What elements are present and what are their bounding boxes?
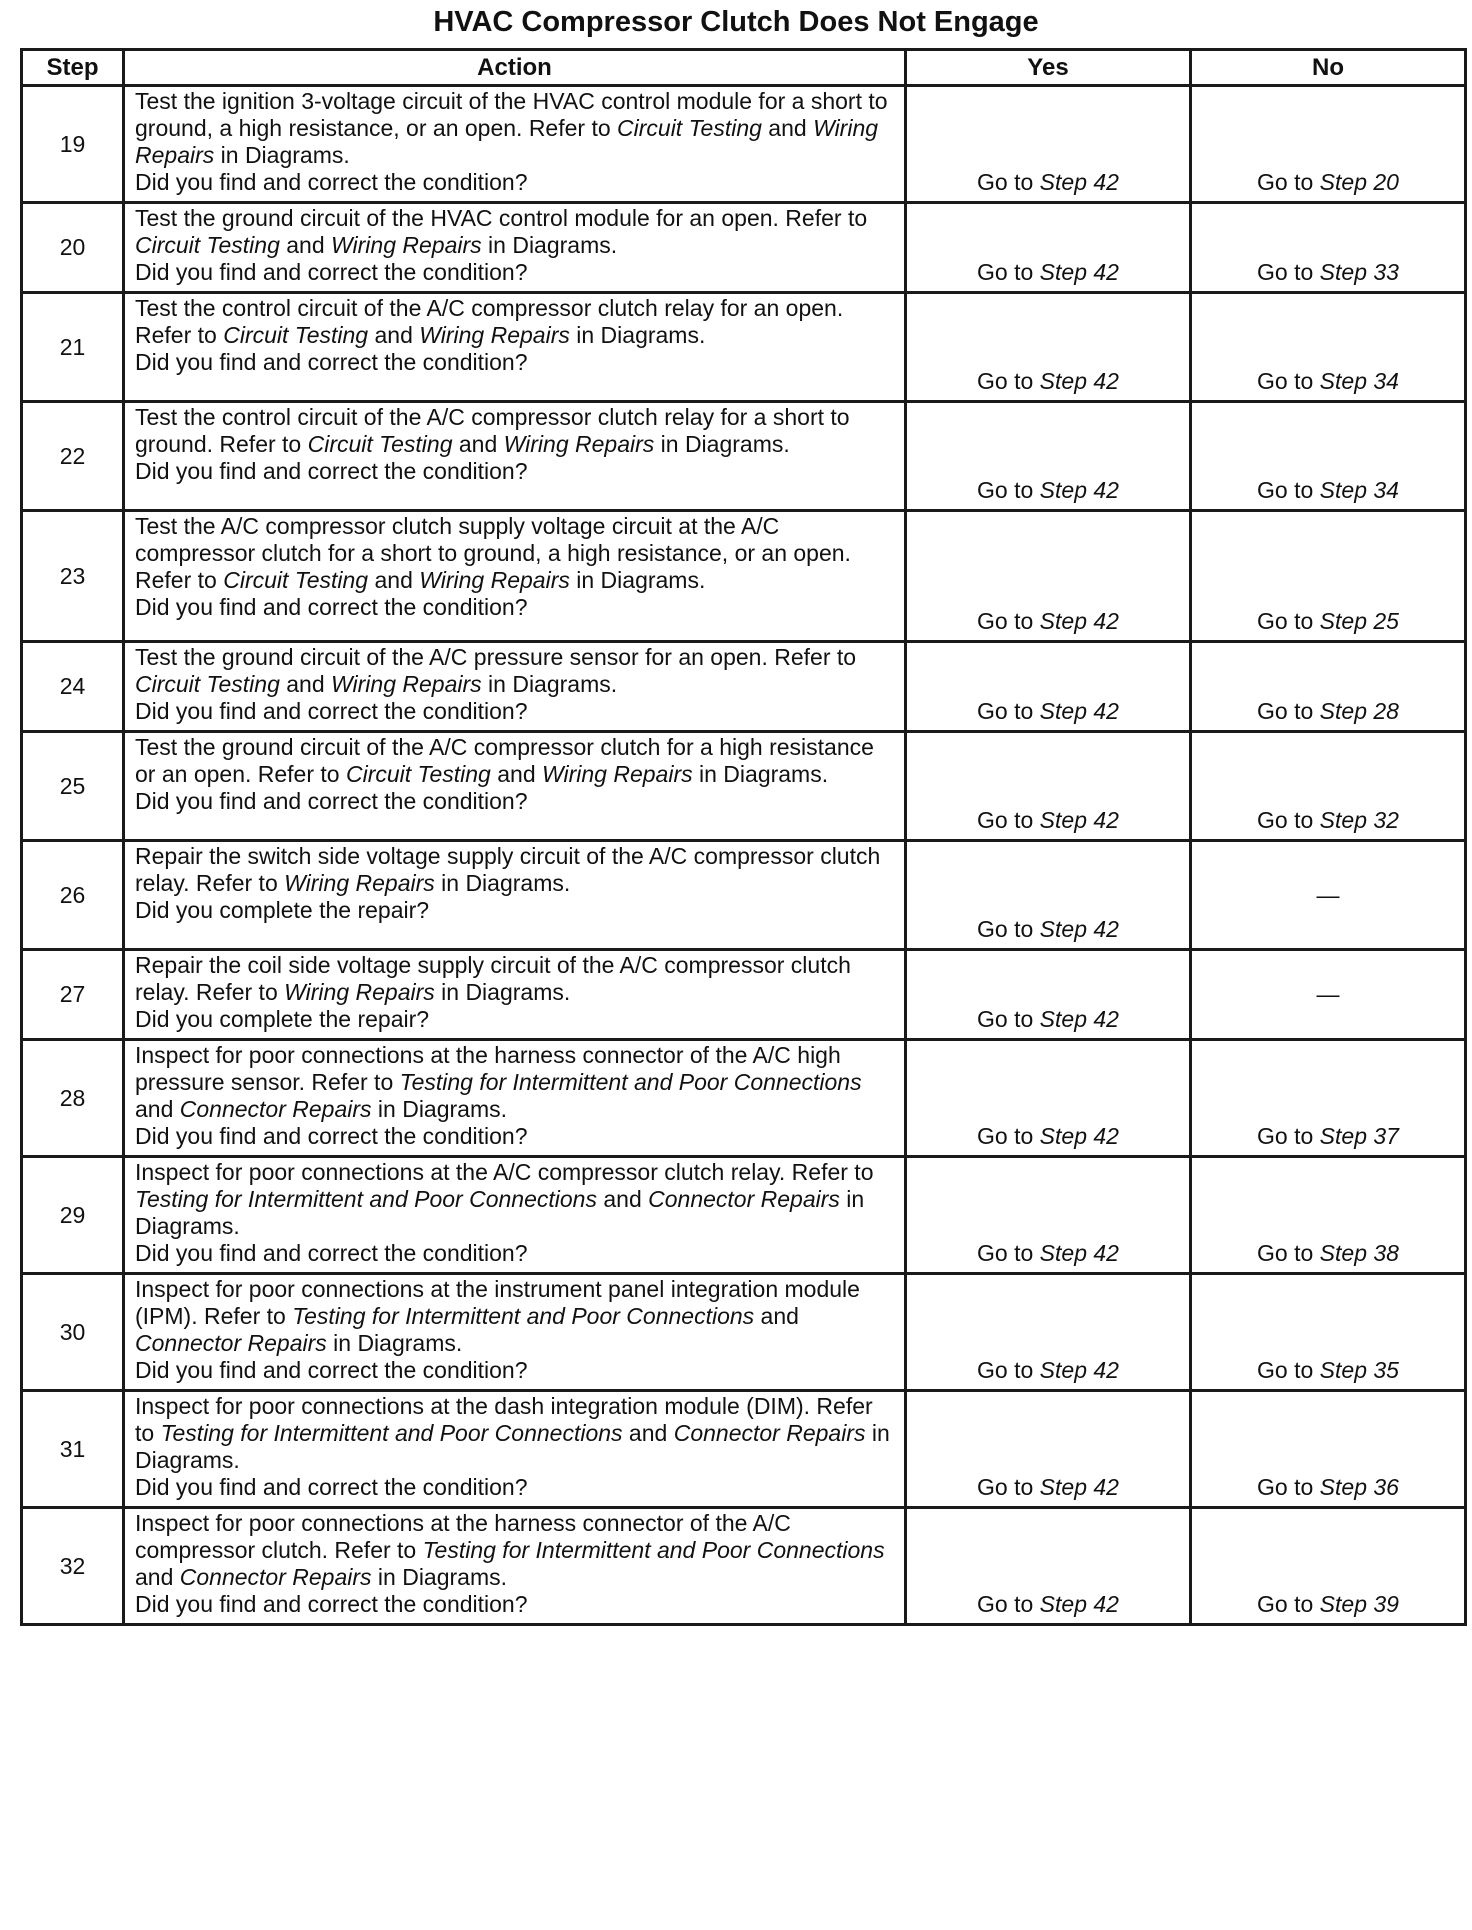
step-number: 23 (22, 511, 124, 642)
action-text-segment: and (368, 567, 420, 593)
table-row (22, 642, 1466, 732)
goto-prefix: Go to (1257, 1240, 1320, 1266)
header-action: Action (124, 50, 906, 86)
goto-prefix: Go to (1257, 259, 1320, 285)
action-text-segment: Repair the coil side voltage supply circuit of the A/C compressor clutch relay. Refer to (135, 952, 851, 1005)
table-row (22, 950, 1466, 1040)
table-body (22, 86, 1466, 1625)
goto-prefix: Go to (977, 608, 1040, 634)
goto-step-target: Step 32 (1319, 807, 1399, 833)
table-row (22, 1157, 1466, 1274)
action-question: Did you find and correct the condition? (135, 1357, 528, 1383)
goto-step-target: Step 42 (1039, 259, 1119, 285)
reference-title: Wiring Repairs (419, 567, 570, 593)
table-header-row (22, 50, 1466, 86)
goto-step-target: Step 42 (1039, 169, 1119, 195)
table-row (22, 732, 1466, 841)
step-number: 30 (22, 1274, 124, 1391)
action-text-segment: in Diagrams. (214, 142, 350, 168)
no-result (1191, 402, 1466, 511)
reference-title: Circuit Testing (307, 431, 453, 457)
table-row (22, 203, 1466, 293)
action-text (135, 644, 896, 698)
action-content (125, 1275, 904, 1389)
action-text-segment: Test the ground circuit of the A/C pressure sensor for an open. Refer to (135, 644, 857, 670)
action-text-segment: and (368, 322, 420, 348)
action-cell (124, 732, 906, 841)
reference-title: Testing for Intermittent and Poor Connections (292, 1303, 755, 1329)
action-text-segment: and (452, 431, 504, 457)
action-question: Did you find and correct the condition? (135, 458, 528, 484)
action-text-segment: and (754, 1303, 799, 1329)
reference-title: Connector Repairs (673, 1420, 866, 1446)
procedure-table (20, 48, 1467, 1626)
action-text-segment: Inspect for poor connections at the instrument panel integration module (IPM). Refer to (135, 1276, 860, 1329)
action-text-segment: Test the control circuit of the A/C compressor clutch relay for a short to ground. Refer to (135, 404, 850, 457)
action-question: Did you find and correct the condition? (135, 1474, 528, 1500)
action-text-segment: and (279, 232, 332, 258)
yes-result (906, 1157, 1191, 1274)
reference-title: Circuit Testing (223, 322, 369, 348)
goto-step-target: Step 42 (1039, 1006, 1119, 1032)
reference-title: Wiring Repairs (331, 671, 482, 697)
header-step: Step (22, 50, 124, 86)
yes-result (906, 402, 1191, 511)
goto-prefix: Go to (977, 368, 1040, 394)
goto-prefix: Go to (1257, 477, 1320, 503)
action-text (135, 513, 896, 594)
action-question: Did you complete the repair? (135, 1006, 430, 1032)
action-text-segment: and (279, 671, 332, 697)
action-question: Did you find and correct the condition? (135, 259, 528, 285)
goto-step-target: Step 20 (1319, 169, 1399, 195)
table-row (22, 1391, 1466, 1508)
action-cell (124, 86, 906, 203)
table-row (22, 841, 1466, 950)
reference-title: Testing for Intermittent and Poor Connections (135, 1186, 597, 1212)
action-content (125, 403, 904, 490)
action-text-segment: and (135, 1564, 180, 1590)
goto-prefix: Go to (1257, 1474, 1320, 1500)
yes-result (906, 86, 1191, 203)
action-text-segment: Test the ground circuit of the HVAC control module for an open. Refer to (135, 205, 868, 231)
action-question: Did you find and correct the condition? (135, 349, 528, 375)
table-row (22, 1274, 1466, 1391)
yes-result (906, 1274, 1191, 1391)
action-content (125, 294, 904, 381)
action-text-segment: and (135, 1096, 180, 1122)
no-result (1191, 1157, 1466, 1274)
no-result (1191, 732, 1466, 841)
action-question: Did you find and correct the condition? (135, 1591, 528, 1617)
goto-step-target: Step 42 (1039, 916, 1119, 942)
reference-title: Testing for Intermittent and Poor Connections (422, 1537, 885, 1563)
yes-result (906, 1508, 1191, 1625)
goto-step-target: Step 42 (1039, 368, 1119, 394)
step-number: 21 (22, 293, 124, 402)
no-result (1191, 950, 1466, 1040)
action-text (135, 1042, 896, 1123)
no-result (1191, 1274, 1466, 1391)
action-text-segment: in Diagrams. (569, 567, 706, 593)
goto-step-target: Step 38 (1319, 1240, 1399, 1266)
action-cell (124, 1040, 906, 1157)
action-content (125, 512, 904, 626)
no-result (1191, 511, 1466, 642)
goto-prefix: Go to (977, 477, 1040, 503)
action-cell (124, 841, 906, 950)
action-text-segment: Test the A/C compressor clutch supply voltage circuit at the A/C compressor clutch for a short to ground, a high resistance, or an open. Refer to (135, 513, 851, 593)
action-text-segment: Inspect for poor connections at the harness connector of the A/C high pressure sensor. Refer to (135, 1042, 841, 1095)
no-result (1191, 841, 1466, 950)
action-content (125, 951, 904, 1038)
header-yes: Yes (906, 50, 1191, 86)
goto-prefix: Go to (977, 1240, 1040, 1266)
goto-prefix: Go to (977, 916, 1040, 942)
action-content (125, 643, 904, 730)
goto-step-target: Step 42 (1039, 1357, 1119, 1383)
action-text-segment: in Diagrams. (135, 1420, 890, 1473)
goto-step-target: Step 35 (1319, 1357, 1399, 1383)
action-question: Did you find and correct the condition? (135, 698, 528, 724)
action-text-segment: in Diagrams. (371, 1096, 508, 1122)
goto-step-target: Step 42 (1039, 698, 1119, 724)
reference-title: Circuit Testing (617, 115, 762, 141)
step-number: 28 (22, 1040, 124, 1157)
reference-title: Circuit Testing (223, 567, 369, 593)
action-cell (124, 1157, 906, 1274)
goto-prefix: Go to (977, 698, 1040, 724)
action-content (125, 1041, 904, 1155)
goto-step-target: Step 42 (1039, 477, 1119, 503)
reference-title: Wiring Repairs (331, 232, 482, 258)
step-number: 19 (22, 86, 124, 203)
action-text-segment: in Diagrams. (434, 870, 571, 896)
reference-title: Circuit Testing (135, 232, 280, 258)
reference-title: Wiring Repairs (135, 115, 879, 168)
reference-title: Wiring Repairs (419, 322, 570, 348)
action-text-segment: and (622, 1420, 674, 1446)
action-question: Did you find and correct the condition? (135, 169, 528, 195)
action-question: Did you find and correct the condition? (135, 594, 528, 620)
action-text-segment: in Diagrams. (692, 761, 829, 787)
goto-step-target: Step 34 (1319, 477, 1399, 503)
goto-prefix: Go to (977, 1357, 1040, 1383)
action-text (135, 88, 896, 169)
action-question: Did you find and correct the condition? (135, 1240, 528, 1266)
no-result (1191, 1508, 1466, 1625)
goto-step-target: Step 42 (1039, 807, 1119, 833)
action-text-segment: Test the control circuit of the A/C compressor clutch relay for an open. Refer to (135, 295, 844, 348)
goto-prefix: Go to (1257, 169, 1320, 195)
goto-prefix: Go to (1257, 1591, 1320, 1617)
action-text-segment: in Diagrams. (434, 979, 571, 1005)
goto-prefix: Go to (977, 1006, 1040, 1032)
table-row (22, 511, 1466, 642)
goto-step-target: Step 42 (1039, 1591, 1119, 1617)
action-cell (124, 642, 906, 732)
action-text (135, 952, 896, 1006)
action-text (135, 1159, 896, 1240)
action-text-segment: Repair the switch side voltage supply circuit of the A/C compressor clutch relay. Refer to (135, 843, 881, 896)
reference-title: Connector Repairs (135, 1330, 327, 1356)
action-cell (124, 1508, 906, 1625)
goto-prefix: Go to (977, 1474, 1040, 1500)
action-text (135, 734, 896, 788)
action-cell (124, 950, 906, 1040)
step-number: 31 (22, 1391, 124, 1508)
goto-step-target: Step 37 (1319, 1123, 1399, 1149)
action-cell (124, 203, 906, 293)
goto-prefix: Go to (977, 1591, 1040, 1617)
action-text-segment: in Diagrams. (135, 1186, 865, 1239)
action-content (125, 204, 904, 291)
reference-title: Wiring Repairs (542, 761, 693, 787)
reference-title: Circuit Testing (345, 761, 491, 787)
action-text-segment: in Diagrams. (371, 1564, 508, 1590)
action-text (135, 205, 896, 259)
table-row (22, 1040, 1466, 1157)
goto-prefix: Go to (977, 169, 1040, 195)
action-cell (124, 402, 906, 511)
action-text-segment: in Diagrams. (326, 1330, 463, 1356)
step-number: 22 (22, 402, 124, 511)
action-text (135, 1276, 896, 1357)
goto-prefix: Go to (1257, 608, 1320, 634)
reference-title: Circuit Testing (135, 671, 280, 697)
yes-result (906, 841, 1191, 950)
goto-step-target: Step 25 (1319, 608, 1399, 634)
goto-prefix: Go to (1257, 807, 1320, 833)
yes-result (906, 293, 1191, 402)
goto-step-target: Step 33 (1319, 259, 1399, 285)
goto-step-target: Step 42 (1039, 608, 1119, 634)
goto-prefix: Go to (977, 259, 1040, 285)
action-cell (124, 511, 906, 642)
reference-title: Connector Repairs (648, 1186, 840, 1212)
step-number: 24 (22, 642, 124, 732)
action-content (125, 842, 904, 929)
action-question: Did you find and correct the condition? (135, 1123, 528, 1149)
goto-step-target: Step 28 (1319, 698, 1399, 724)
action-content (125, 87, 904, 201)
goto-step-target: Step 42 (1039, 1240, 1119, 1266)
action-content (125, 733, 904, 820)
action-text-segment: Test the ignition 3-voltage circuit of the HVAC control module for a short to ground, a high resistance, or an open. Refer to (135, 88, 888, 141)
step-number: 20 (22, 203, 124, 293)
action-text-segment: in Diagrams. (569, 322, 706, 348)
action-cell (124, 1274, 906, 1391)
action-content (125, 1158, 904, 1272)
reference-title: Wiring Repairs (284, 870, 435, 896)
yes-result (906, 511, 1191, 642)
action-text (135, 295, 896, 349)
goto-prefix: Go to (1257, 1357, 1320, 1383)
action-cell (124, 1391, 906, 1508)
goto-prefix: Go to (1257, 368, 1320, 394)
yes-result (906, 950, 1191, 1040)
action-text-segment: Inspect for poor connections at the dash integration module (DIM). Refer to (135, 1393, 873, 1446)
action-content (125, 1509, 904, 1623)
table-row (22, 402, 1466, 511)
action-text-segment: and (596, 1186, 649, 1212)
action-text-segment: Test the ground circuit of the A/C compressor clutch for a high resistance or an open. Refer to (135, 734, 874, 787)
goto-step-target: Step 36 (1319, 1474, 1399, 1500)
goto-step-target: Step 42 (1039, 1474, 1119, 1500)
action-question: Did you find and correct the condition? (135, 788, 528, 814)
reference-title: Connector Repairs (179, 1096, 372, 1122)
action-text-segment: in Diagrams. (654, 431, 790, 457)
no-result (1191, 86, 1466, 203)
step-number: 27 (22, 950, 124, 1040)
goto-step-target: Step 42 (1039, 1123, 1119, 1149)
action-text-segment: and (761, 115, 814, 141)
header-no: No (1191, 50, 1466, 86)
yes-result (906, 642, 1191, 732)
yes-result (906, 1391, 1191, 1508)
reference-title: Testing for Intermittent and Poor Connections (160, 1420, 623, 1446)
step-number: 26 (22, 841, 124, 950)
action-text (135, 843, 896, 897)
action-text-segment: and (490, 761, 542, 787)
yes-result (906, 1040, 1191, 1157)
reference-title: Wiring Repairs (284, 979, 435, 1005)
action-text (135, 404, 896, 458)
goto-prefix: Go to (977, 1123, 1040, 1149)
action-content (125, 1392, 904, 1506)
action-question: Did you complete the repair? (135, 897, 430, 923)
goto-prefix: Go to (977, 807, 1040, 833)
step-number: 25 (22, 732, 124, 841)
action-text-segment: in Diagrams. (481, 232, 618, 258)
goto-step-target: Step 34 (1319, 368, 1399, 394)
action-text-segment: Inspect for poor connections at the harness connector of the A/C compressor clutch. Refer to (135, 1510, 791, 1563)
goto-step-target: Step 39 (1319, 1591, 1399, 1617)
step-number: 29 (22, 1157, 124, 1274)
step-number: 32 (22, 1508, 124, 1625)
goto-prefix: Go to (1257, 1123, 1320, 1149)
yes-result (906, 203, 1191, 293)
no-result (1191, 1391, 1466, 1508)
action-text-segment: Inspect for poor connections at the A/C compressor clutch relay. Refer to (135, 1159, 874, 1185)
no-result (1191, 203, 1466, 293)
no-result (1191, 293, 1466, 402)
action-text (135, 1510, 896, 1591)
action-text (135, 1393, 896, 1474)
reference-title: Connector Repairs (179, 1564, 372, 1590)
goto-prefix: Go to (1257, 698, 1320, 724)
table-row (22, 293, 1466, 402)
yes-result (906, 732, 1191, 841)
action-cell (124, 293, 906, 402)
action-text-segment: in Diagrams. (481, 671, 618, 697)
not-applicable-dash: — (1316, 881, 1340, 908)
no-result (1191, 1040, 1466, 1157)
table-row (22, 1508, 1466, 1625)
reference-title: Wiring Repairs (503, 431, 655, 457)
not-applicable-dash: — (1316, 981, 1340, 1007)
page-title: HVAC Compressor Clutch Does Not Engage (433, 6, 1039, 38)
reference-title: Testing for Intermittent and Poor Connections (399, 1069, 862, 1095)
table-row (22, 86, 1466, 203)
no-result (1191, 642, 1466, 732)
